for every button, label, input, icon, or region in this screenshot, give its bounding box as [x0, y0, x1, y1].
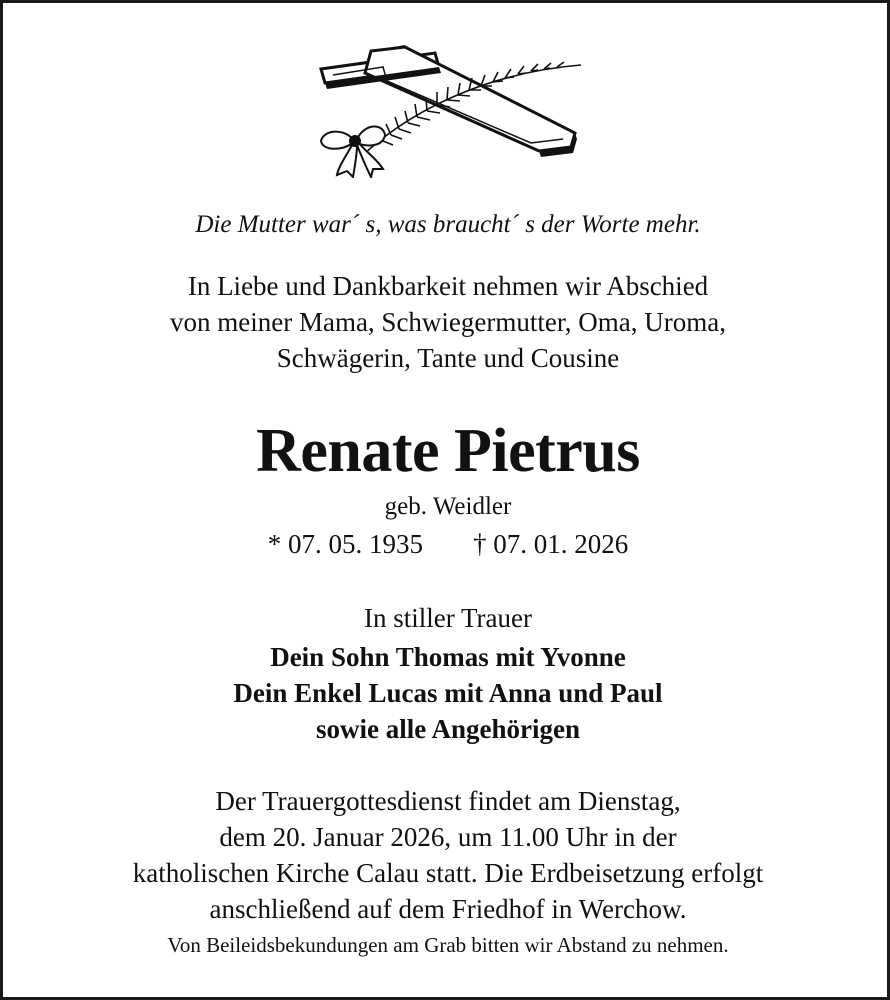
motto-quote: Die Mutter war´ s, was braucht´ s der Worte mehr.	[195, 211, 701, 238]
birth-date: * 07. 05. 1935	[267, 529, 423, 559]
service-info	[3, 783, 890, 927]
life-dates	[3, 529, 890, 560]
deceased-name: Renate Pietrus	[256, 417, 640, 485]
service-line: katholischen Kirche Calau statt. Die Erdbeisetzung erfolgt	[132, 858, 764, 888]
intro-line: von meiner Mama, Schwiegermutter, Oma, Uroma,	[169, 307, 726, 337]
condolence-note: Von Beileidsbekundungen am Grab bitten wir Abstand zu nehmen.	[167, 933, 729, 957]
intro-line: In Liebe und Dankbarkeit nehmen wir Abschied	[187, 271, 709, 301]
intro-line: Schwägerin, Tante und Cousine	[276, 343, 620, 373]
mourner-line: sowie alle Angehörigen	[316, 714, 580, 744]
mourner-line: Dein Enkel Lucas mit Anna und Paul	[233, 678, 663, 708]
intro-text	[3, 268, 890, 376]
service-line: Der Trauergottesdienst findet am Dienstag,	[215, 786, 681, 816]
mourners-list	[3, 639, 890, 747]
death-date: † 07. 01. 2026	[473, 529, 629, 559]
service-line: dem 20. Januar 2026, um 11.00 Uhr in der	[219, 822, 677, 852]
mourner-line: Dein Sohn Thomas mit Yvonne	[270, 642, 626, 672]
maiden-name: geb. Weidler	[384, 493, 512, 520]
mourning-label: In stiller Trauer	[364, 603, 532, 633]
service-line: anschließend auf dem Friedhof in Werchow.	[209, 894, 687, 924]
cross-with-palm-frond-icon	[313, 43, 588, 178]
